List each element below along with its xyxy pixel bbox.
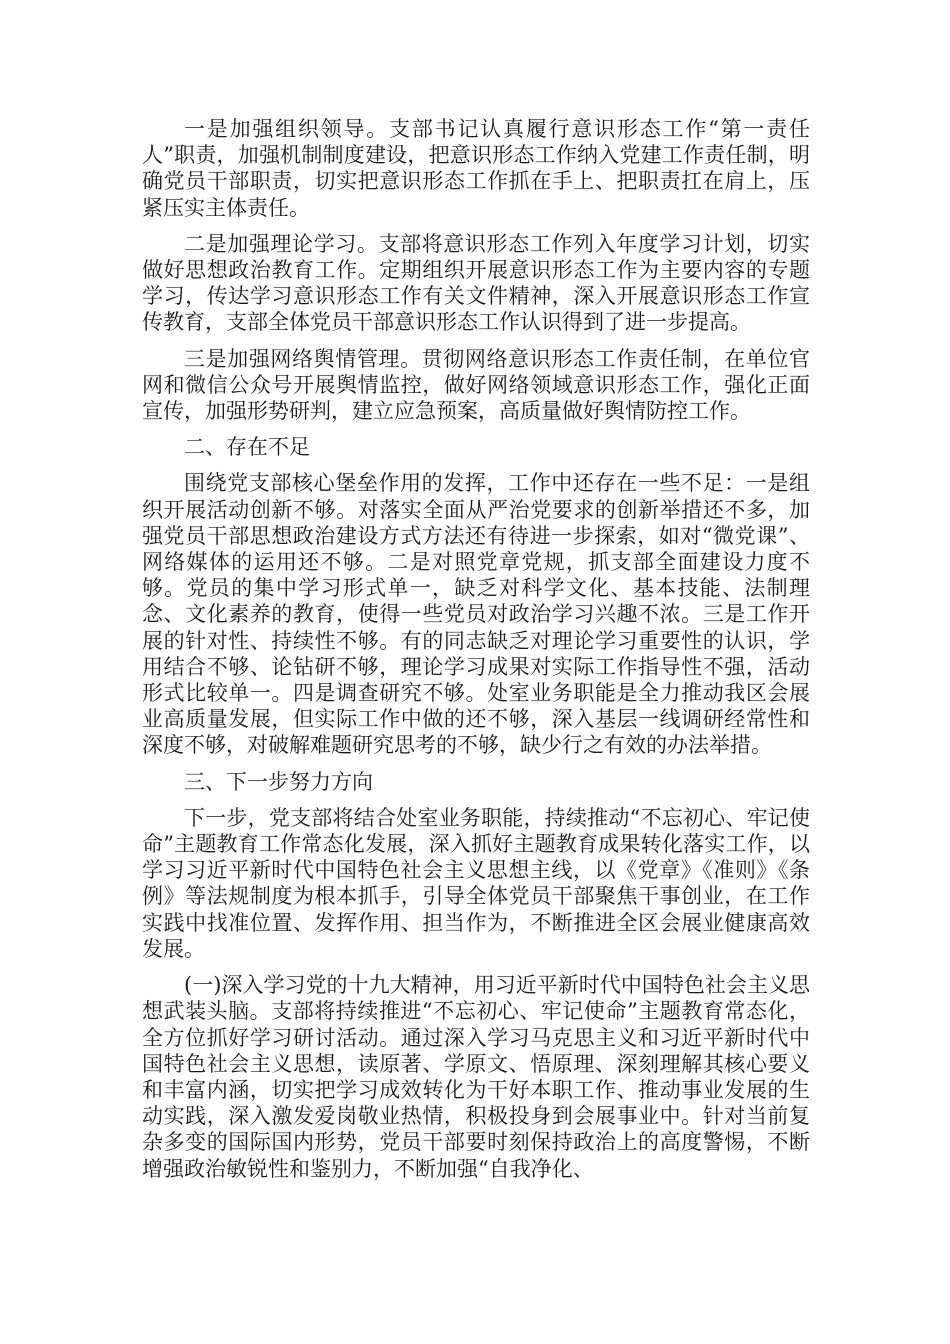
paragraph-network-opinion: 三是加强网络舆情管理。贯彻网络意识形态工作责任制，在单位官网和微信公众号开展舆情监控，做好网络领域意识形态工作，强化正面宣传，加强形势研判，建立应急预案，高质量做好舆情防控工作。 [142,346,810,424]
paragraph-organization-leadership: 一是加强组织领导。支部书记认真履行意识形态工作“第一责任人”职责，加强机制制度建设，把意识形态工作纳入党建工作责任制，明确党员干部职责，切实把意识形态工作抓在手上、把职责扛在肩上，压紧压实主体责任。 [142,117,810,220]
paragraph-study-19th-congress: (一)深入学习党的十九大精神，用习近平新时代中国特色社会主义思想武装头脑。支部将持续推进“不忘初心、牢记使命”主题教育常态化，全方位抓好学习研讨活动。通过深入学习马克思主义和习近平新时代中国特色社会主义思想，读原著、学原文、悟原理、深刻理解其核心要义和丰富内涵，切实把学习成效转化为干好本职工作、推动事业发展的生动实践，深入激发爱岗敬业热情，积极投身到会展事业中。针对当前复杂多变的国际国内形势，党员干部要时刻保持政治上的高度警惕，不断增强政治敏锐性和鉴别力，不断加强“自我净化、 [142,973,810,1181]
paragraph-shortcomings: 围绕党支部核心堡垒作用的发挥，工作中还存在一些不足：一是组织开展活动创新不够。对落实全面从严治党要求的创新举措还不多，加强党员干部思想政治建设方式方法还有待进一步探索，如对“微党课”、网络媒体的运用还不够。二是对照党章党规，抓支部全面建设力度不够。党员的集中学习形式单一，缺乏对科学文化、基本技能、法制理念、文化素养的教育，使得一些党员对政治学习兴趣不浓。三是工作开展的针对性、持续性不够。有的同志缺乏对理论学习重要性的认识，学用结合不够、论钻研不够，理论学习成果对实际工作指导性不强，活动形式比较单一。四是调查研究不够。处室业务职能是全力推动我区会展业高质量发展，但实际工作中做的还不够，深入基层一线调研经常性和深度不够，对破解难题研究思考的不够，缺少行之有效的办法举措。 [142,471,810,758]
section-heading-shortcomings: 二、存在不足 [184,435,310,460]
section-heading-next-steps: 三、下一步努力方向 [184,769,373,794]
document-page [142,116,810,1192]
paragraph-next-steps: 下一步，党支部将结合处室业务职能，持续推动“不忘初心、牢记使命”主题教育工作常态化发展，深入抓好主题教育成果转化落实工作，以学习习近平新时代中国特色社会主义思想主线，以《党章》《准则》《条例》等法规制度为根本抓手，引导全体党员干部聚焦干事创业，在工作实践中找准位置、发挥作用、担当作为，不断推进全区会展业健康高效发展。 [142,805,810,961]
paragraph-theory-study: 二是加强理论学习。支部将意识形态工作列入年度学习计划，切实做好思想政治教育工作。定期组织开展意识形态工作为主要内容的专题学习，传达学习意识形态工作有关文件精神，深入开展意识形态工作宣传教育，支部全体党员干部意识形态工作认识得到了进一步提高。 [142,231,810,335]
